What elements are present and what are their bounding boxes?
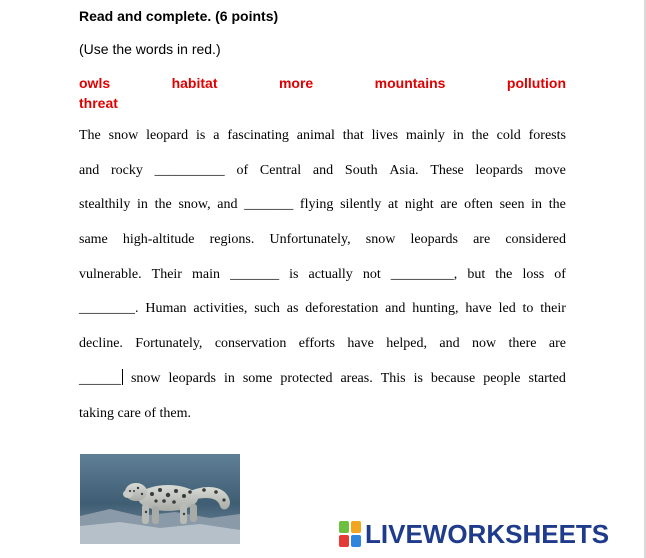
answer-blank[interactable]: ________.	[79, 301, 139, 317]
passage-word: now	[472, 336, 497, 352]
liveworksheets-logo-mark	[339, 521, 361, 547]
passage-word: protected	[280, 370, 333, 386]
word-bank-item: more	[278, 75, 314, 91]
passage-word: forests	[528, 128, 566, 143]
answer-blank[interactable]: ______	[79, 369, 123, 404]
passage-word: cold	[496, 128, 521, 143]
passage-word: the	[548, 197, 566, 213]
liveworksheets-logo	[339, 519, 609, 549]
passage-word: a	[213, 128, 220, 143]
passage-word: is	[413, 370, 423, 386]
answer-blank[interactable]: __________	[154, 162, 225, 178]
passage-line	[79, 299, 566, 334]
passage-word: have	[465, 301, 492, 317]
passage-word: and	[385, 301, 406, 317]
passage-word: efforts	[298, 336, 336, 352]
word-bank-item: habitat	[171, 75, 218, 91]
passage-word: there	[508, 336, 537, 352]
passage-word: loss	[522, 266, 545, 282]
answer-blank[interactable]: _________,	[390, 266, 458, 282]
passage-word: because	[430, 370, 476, 386]
passage-word: are	[473, 232, 491, 248]
passage-word: care	[117, 405, 141, 421]
passage-line	[79, 161, 566, 196]
worksheet-heading: Read and complete. (6 points)	[79, 8, 279, 24]
passage-line	[79, 126, 566, 161]
passage-word: such	[254, 301, 280, 317]
passage-word: the	[495, 266, 513, 282]
passage-word: their	[540, 301, 566, 317]
passage-word: actually	[308, 266, 353, 282]
passage-line	[79, 369, 566, 404]
passage-word: the	[154, 197, 172, 213]
passage-word: same	[79, 232, 108, 248]
passage-word: leopards	[475, 162, 523, 178]
passage-word: in	[223, 370, 235, 386]
snow-leopard-image	[80, 454, 240, 544]
passage-word: in	[137, 197, 148, 213]
passage-word: people	[483, 370, 521, 386]
passage-word: led	[498, 301, 516, 317]
passage-word: in	[452, 128, 464, 143]
passage-word: mainly	[406, 128, 445, 143]
passage-word: leopards	[168, 370, 216, 386]
word-bank-item: owls	[79, 75, 111, 91]
word-bank	[79, 74, 566, 112]
passage-word: started	[528, 370, 566, 386]
passage-word: taking	[79, 405, 114, 421]
passage-word: the	[471, 128, 489, 143]
answer-blank[interactable]: _______	[230, 266, 280, 282]
passage-word: snow,	[178, 197, 211, 213]
passage-word: activities,	[193, 301, 248, 317]
text-cursor	[122, 369, 123, 385]
passage-word: leopards	[410, 232, 458, 248]
passage-word: are	[440, 197, 458, 213]
passage-word: silently	[340, 197, 382, 213]
passage-word: snow	[365, 232, 396, 248]
passage-line	[79, 230, 566, 265]
passage-word: of	[236, 162, 249, 178]
passage-word: regions.	[209, 232, 255, 248]
passage-word: in	[531, 197, 543, 213]
passage-word: flying	[299, 197, 334, 213]
passage-word: The	[79, 128, 101, 143]
passage-word: This	[380, 370, 406, 386]
snow-leopard-photo	[80, 454, 240, 544]
word-bank-item: mountains	[374, 75, 446, 91]
word-bank-item: threat	[79, 95, 118, 111]
passage-word: South	[344, 162, 378, 178]
passage-word: to	[522, 301, 534, 317]
passage-word: high-altitude	[122, 232, 195, 248]
passage-word: lives	[371, 128, 399, 143]
passage-word: not	[362, 266, 381, 282]
passage-line	[79, 195, 566, 230]
passage-word: deforestation	[305, 301, 379, 317]
passage-word: and	[217, 197, 238, 213]
passage-word: snow	[130, 370, 161, 386]
passage-word: as	[286, 301, 299, 317]
passage-word: that	[342, 128, 364, 143]
passage-word: Human	[145, 301, 187, 317]
passage-word: Fortunately,	[135, 336, 203, 352]
passage-word: and	[79, 162, 100, 178]
passage-word: animal	[296, 128, 335, 143]
passage-word: Asia.	[389, 162, 419, 178]
passage-word: vulnerable.	[79, 266, 142, 282]
passage-word: decline.	[79, 336, 123, 352]
passage-word: often	[464, 197, 493, 213]
passage-word: move	[534, 162, 566, 178]
passage-word: hunting,	[412, 301, 459, 317]
passage-word: considered	[505, 232, 566, 248]
answer-blank[interactable]: _______	[244, 197, 294, 213]
word-bank-row	[79, 74, 566, 92]
passage-word: helped,	[386, 336, 428, 352]
word-bank-item: pollution	[506, 75, 566, 91]
passage-word: seen	[499, 197, 525, 213]
liveworksheets-logo-text: LIVEWORKSHEETS	[365, 519, 610, 549]
passage-word: is	[289, 266, 299, 282]
passage-word: fascinating	[227, 128, 289, 143]
passage-word: is	[196, 128, 206, 143]
passage-word: at	[388, 197, 399, 213]
passage-word: are	[548, 336, 566, 352]
passage-word: These	[430, 162, 464, 178]
passage-word: main	[192, 266, 221, 282]
passage-word: of	[554, 266, 566, 282]
reading-passage	[79, 126, 566, 438]
passage-word: and	[439, 336, 460, 352]
passage-line	[79, 404, 566, 439]
passage-line	[79, 334, 566, 369]
passage-word: night	[404, 197, 434, 213]
passage-word: them.	[159, 405, 191, 421]
passage-word: have	[347, 336, 374, 352]
passage-word: Their	[151, 266, 182, 282]
passage-word: areas.	[340, 370, 373, 386]
passage-line	[79, 265, 566, 300]
passage-word: conservation	[214, 336, 287, 352]
passage-word: and	[312, 162, 334, 178]
passage-word: Unfortunately,	[269, 232, 351, 248]
word-bank-row	[79, 94, 566, 112]
passage-word: Central	[259, 162, 302, 178]
passage-word: some	[242, 370, 273, 386]
passage-word: leopard	[146, 128, 189, 143]
instruction-text: (Use the words in red.)	[79, 41, 221, 57]
passage-word: rocky	[111, 162, 143, 178]
passage-word: but	[467, 266, 486, 282]
passage-word: of	[144, 405, 156, 421]
passage-word: stealthily	[79, 197, 131, 213]
passage-word: snow	[108, 128, 139, 143]
